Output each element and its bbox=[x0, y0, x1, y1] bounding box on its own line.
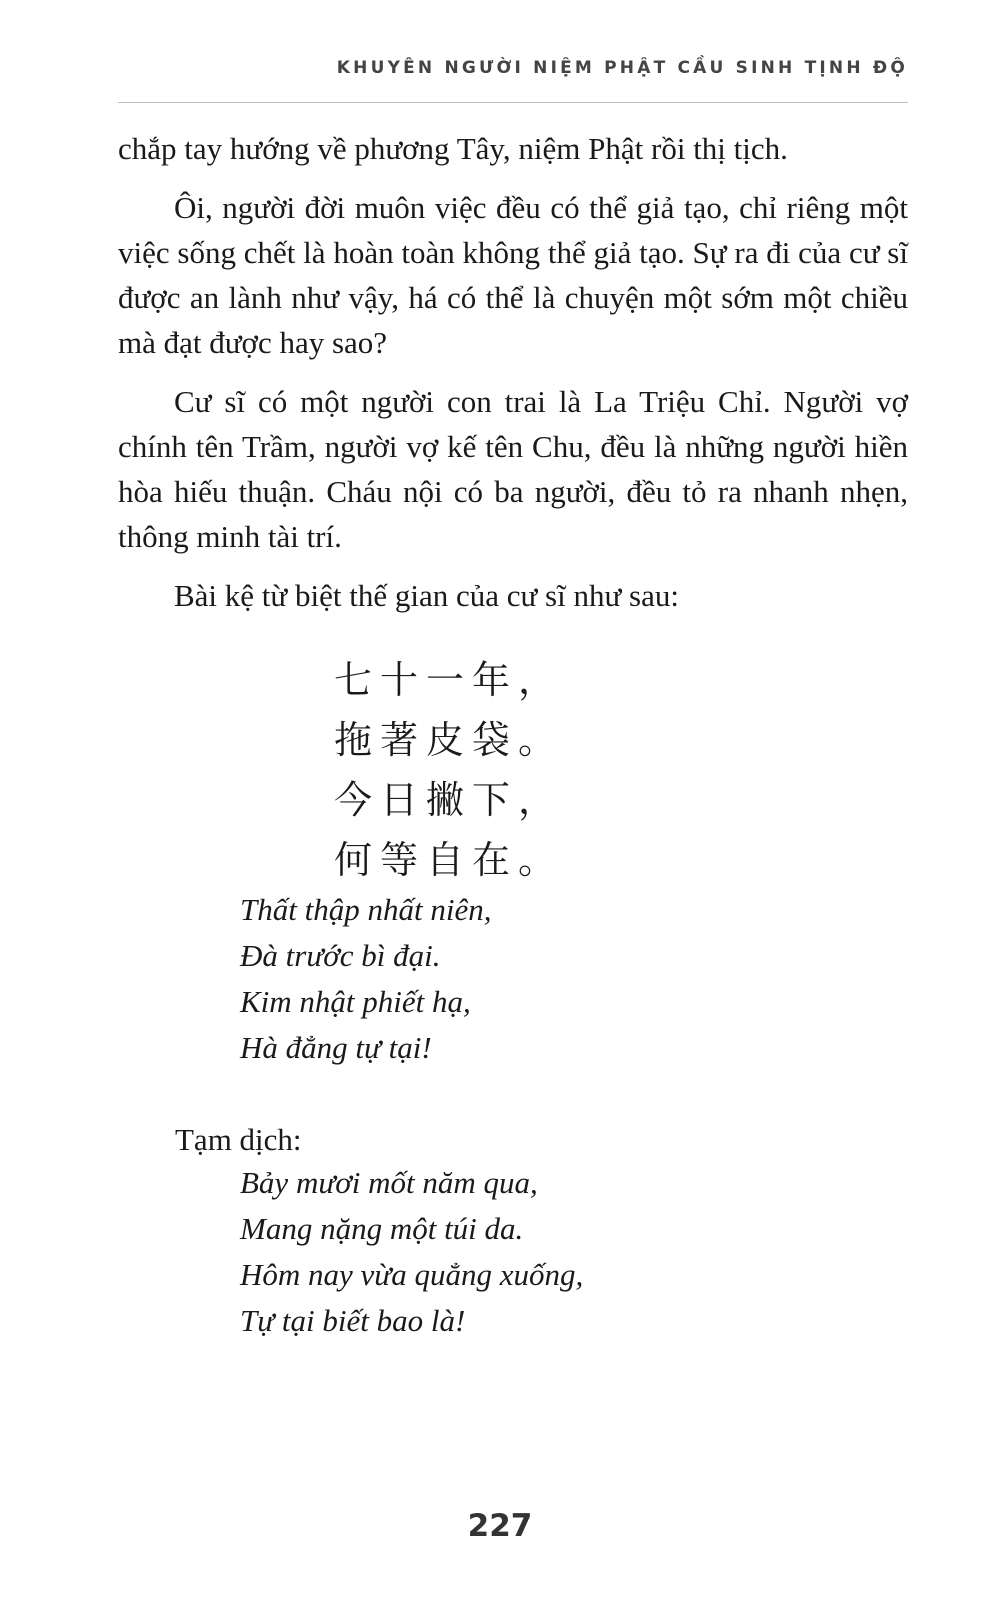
transliteration-line: Kim nhật phiết hạ, bbox=[240, 984, 471, 1019]
paragraph-3: Cư sĩ có một người con trai là La Triệu Chỉ. Người vợ chính tên Trầm, người vợ kế tên Chu, đều là những người hiền hòa hiếu thuận. Cháu nội có ba người, đều tỏ ra nhanh nhẹn, thông minh tài trí. bbox=[118, 384, 908, 554]
translation-line: Bảy mươi mốt năm qua, bbox=[240, 1165, 538, 1200]
translation-line: Mang nặng một túi da. bbox=[240, 1211, 524, 1246]
chinese-verse-line: 何等自在。 bbox=[334, 838, 565, 882]
translation-label: Tạm dịch: bbox=[175, 1122, 302, 1157]
header-divider bbox=[118, 102, 908, 103]
body-text bbox=[118, 126, 908, 632]
chinese-verse-line: 拖著皮袋。 bbox=[334, 718, 565, 762]
transliteration-line: Thất thập nhất niên, bbox=[240, 892, 492, 927]
chinese-verse-line: 七十一年， bbox=[334, 658, 565, 702]
translation-verse bbox=[240, 1160, 583, 1344]
chinese-verse-line: 今日撇下， bbox=[334, 778, 565, 822]
running-header: KHUYÊN NGƯỜI NIỆM PHẬT CẦU SINH TỊNH ĐỘ bbox=[336, 58, 908, 78]
paragraph-2: Ôi, người đời muôn việc đều có thể giả tạo, chỉ riêng một việc sống chết là hoàn toàn không thể giả tạo. Sự ra đi của cư sĩ được an lành như vậy, há có thể là chuyện một sớm một chiều mà đạt được hay sao? bbox=[118, 190, 908, 360]
paragraph-4: Bài kệ từ biệt thế gian của cư sĩ như sau: bbox=[174, 578, 679, 613]
translation-line: Tự tại biết bao là! bbox=[240, 1303, 466, 1338]
chinese-verse bbox=[334, 650, 564, 890]
transliteration-line: Hà đẳng tự tại! bbox=[240, 1030, 432, 1065]
translation-line: Hôm nay vừa quẳng xuống, bbox=[240, 1257, 584, 1292]
transliteration-verse bbox=[240, 887, 491, 1071]
paragraph-1: chắp tay hướng về phương Tây, niệm Phật rồi thị tịch. bbox=[118, 131, 788, 166]
page-number: 227 bbox=[467, 1508, 533, 1544]
transliteration-line: Đà trước bì đại. bbox=[240, 938, 441, 973]
